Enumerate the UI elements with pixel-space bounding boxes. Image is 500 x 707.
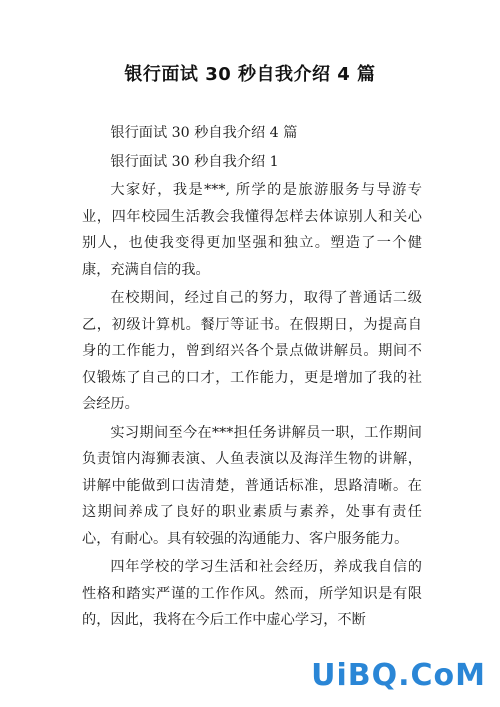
paragraph-section-heading: 银行面试 30 秒自我介绍 1 xyxy=(110,153,279,170)
paragraph-subtitle: 银行面试 30 秒自我介绍 4 篇 xyxy=(110,125,298,141)
document-title: 银行面试 30 秒自我介绍 4 篇 xyxy=(124,64,376,85)
paragraph-closing: 四年学校的学习生活和社会经历，养成我自信的性格和踏实严谨的工作作风。然而，所学知识是有限的，因此，我将在今后工作中虚心学习，不断 xyxy=(82,559,422,628)
document-body xyxy=(82,120,422,636)
site-watermark-logo: UiBQ.CoM xyxy=(311,658,486,693)
paragraph-school: 在校期间，经过自己的努力，取得了普通话二级乙，初级计算机。餐厅等证书。在假期日，为提高自身的工作能力，曾到绍兴各个景点做讲解员。期间不仅锻炼了自己的口才，工作能力，更是增加了我的社会经历。 xyxy=(82,290,422,412)
paragraph-internship: 实习期间至今在***担任务讲解员一职，工作期间负责馆内海狮表演、人鱼表演以及海洋生物的讲解，讲解中能做到口齿清楚，普通话标准，思路清晰。在这期间养成了良好的职业素质与素养，处事有责任心，有耐心。具有较强的沟通能力、客户服务能力。 xyxy=(82,424,422,547)
paragraph-intro: 大家好，我是***, 所学的是旅游服务与导游专业，四年校园生活教会我懂得怎样去体谅别人和关心别人，也使我变得更加坚强和独立。塑造了一个健康，充满自信的我。 xyxy=(82,182,422,278)
